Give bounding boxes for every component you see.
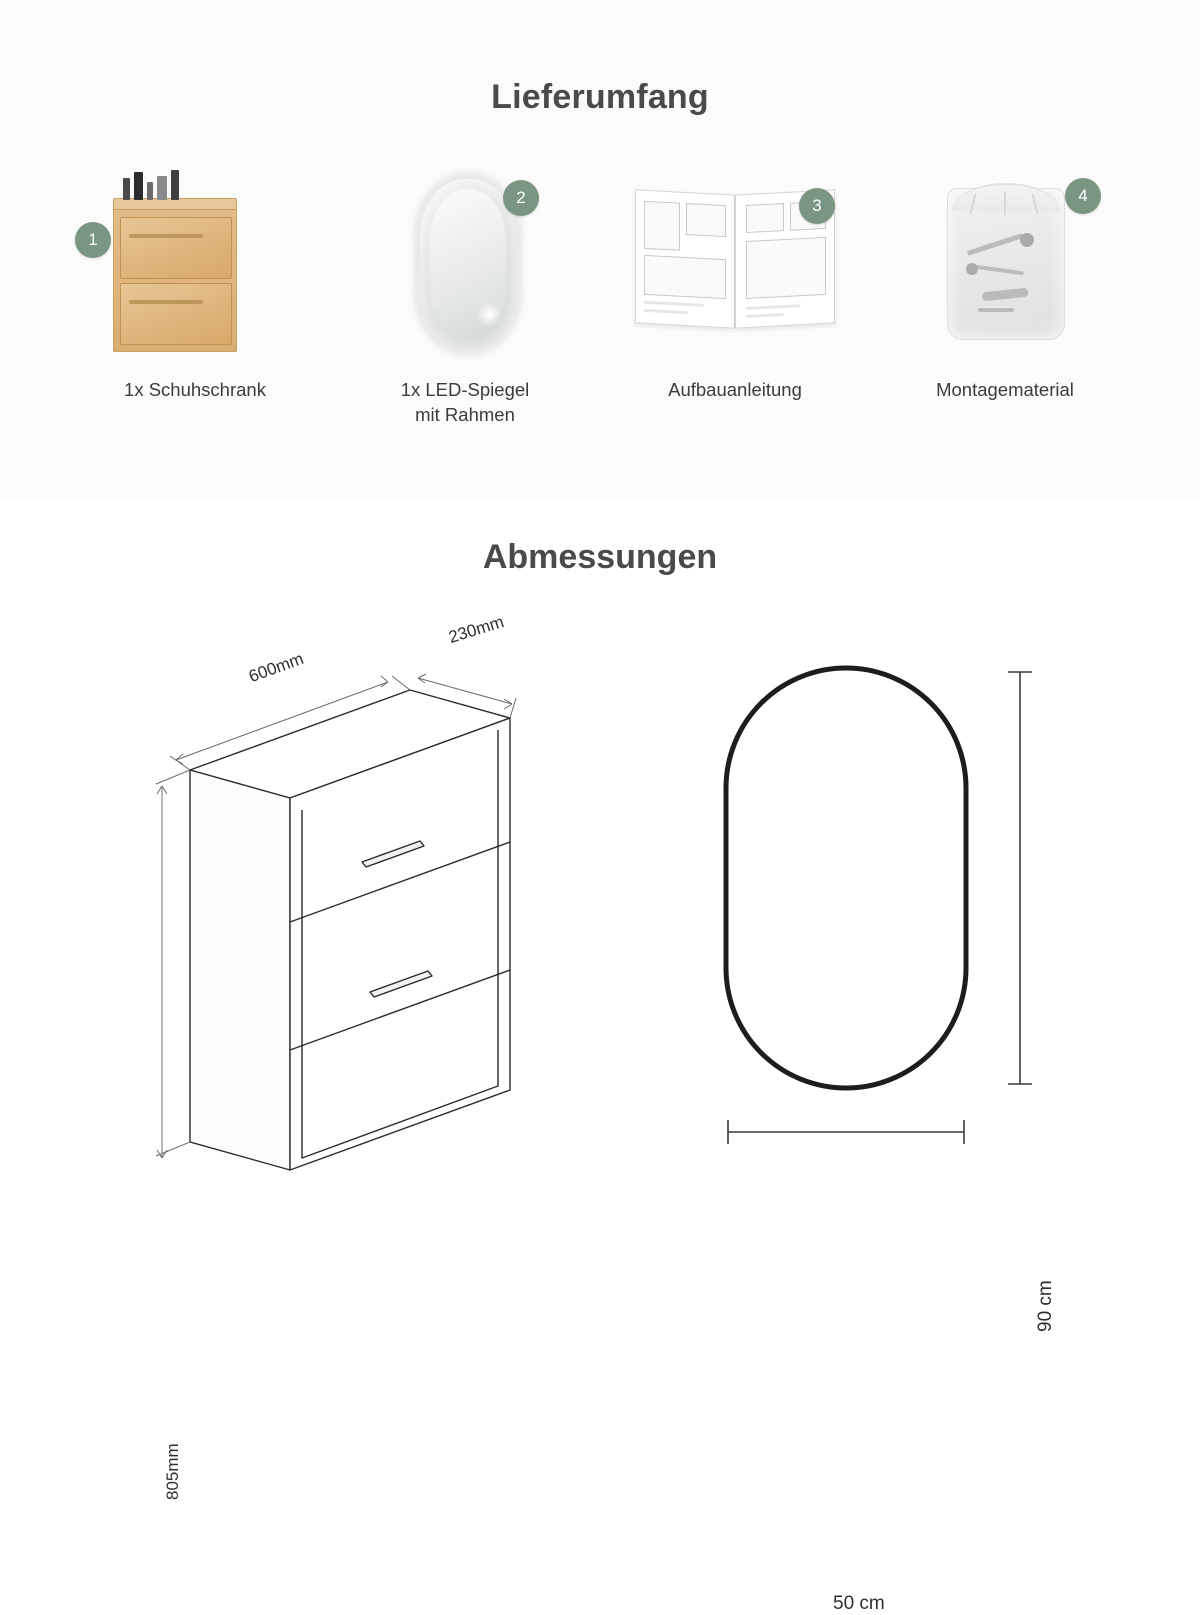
cabinet-dimension-drawing [10, 570, 610, 1190]
scope-title: Lieferumfang [491, 78, 709, 116]
manual-sketch [746, 237, 826, 299]
cabinet-width-label: 600mm [246, 648, 307, 687]
badge-2: 2 [503, 180, 539, 216]
screw-icon [966, 232, 1023, 256]
mirror-illustration [335, 160, 595, 360]
scope-item-label-line2: mit Rahmen [415, 403, 515, 425]
scope-item-manual [600, 160, 870, 460]
scope-item-label: 1x Schuhschrank [124, 379, 266, 400]
bag-drawstring-top [952, 183, 1060, 211]
screw-head-icon [1020, 233, 1034, 247]
scope-item-mirror [330, 160, 600, 460]
manual-text-line [644, 309, 688, 314]
hardware-bag [947, 188, 1065, 340]
manual-sketch [644, 255, 726, 299]
screw-icon [974, 264, 1024, 276]
mirror-led-glow-icon [476, 301, 502, 327]
manual-text-line [746, 304, 800, 310]
bag-string [1004, 191, 1006, 215]
scope-item-label [401, 378, 530, 428]
mirror-dimension-drawing [680, 640, 1100, 1200]
scope-item-cabinet [60, 160, 330, 460]
hardware-illustration [875, 160, 1135, 360]
manual-sketch [686, 203, 726, 237]
scope-items-grid [60, 160, 1140, 460]
dimensions-title: Abmessungen [482, 538, 718, 576]
scope-item-label: Aufbauanleitung [668, 379, 802, 400]
manual-page-left [635, 189, 735, 328]
badge-4: 4 [1065, 178, 1101, 214]
dowel-icon [982, 287, 1029, 302]
decor-bottle [171, 170, 179, 200]
dimensions-section [0, 500, 1200, 1614]
cabinet-handle-upper [129, 234, 203, 238]
badge-3: 3 [799, 188, 835, 224]
cabinet-height-label: 805mm [163, 1443, 182, 1500]
scope-item-hardware [870, 160, 1140, 460]
manual-sketch [746, 203, 784, 233]
decor-bottle [157, 176, 167, 200]
decor-bottle [147, 182, 153, 200]
cabinet-door-upper [120, 217, 232, 279]
scope-of-delivery-section [0, 0, 1200, 500]
screw-icon [978, 307, 1014, 312]
cabinet-illustration [65, 160, 325, 360]
manual-text-line [746, 313, 784, 318]
badge-1: 1 [75, 222, 111, 258]
scope-item-label-line1: 1x LED-Spiegel [400, 379, 530, 400]
scope-item-label: Montagematerial [936, 379, 1074, 400]
cabinet-door-lower [120, 283, 232, 345]
manual-sketch [644, 201, 680, 251]
screw-head-icon [966, 263, 978, 275]
mirror-width-label: 50 cm [833, 1593, 885, 1614]
manual-illustration [605, 160, 865, 360]
cabinet-depth-label: 230mm [446, 612, 507, 647]
manual-text-line [644, 301, 704, 307]
mirror-height-label: 90 cm [1035, 1280, 1056, 1332]
decor-bottle [123, 178, 130, 200]
decor-bottle [134, 172, 143, 200]
cabinet-body [113, 198, 237, 352]
cabinet-top-panel [114, 199, 236, 210]
cabinet-handle-lower [129, 300, 203, 304]
cabinet-decor-bottles [121, 166, 191, 200]
